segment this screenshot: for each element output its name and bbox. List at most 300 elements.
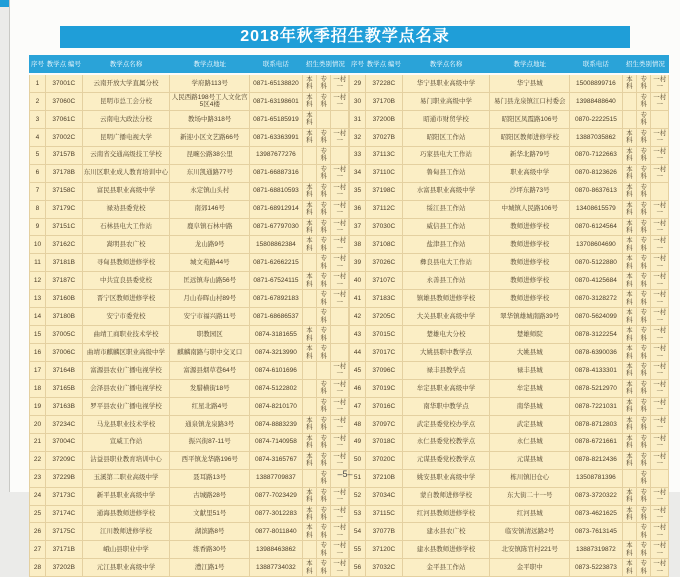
teaching-point-code: 37061C [45, 110, 82, 128]
teaching-point-name: 东川区职业成人教育培训中心 [82, 164, 170, 182]
category-zhuanke: 专科 [637, 397, 651, 415]
row-index: 51 [350, 469, 366, 487]
category-benke [622, 92, 636, 110]
teaching-point-name: 南华职中教学点 [402, 397, 490, 415]
teaching-point-code: 37097C [365, 415, 402, 433]
scan-corner-mark [0, 0, 9, 7]
row-index: 50 [350, 451, 366, 469]
teaching-point-code: 37181B [45, 254, 82, 272]
teaching-point-address: 昭阳区凤霞路106号 [490, 110, 570, 128]
teaching-point-address: 湖滨路8号 [170, 523, 250, 541]
teaching-point-name: 大姚县职中教学点 [402, 344, 490, 362]
table-row [30, 451, 349, 469]
teaching-point-code: 37001C [45, 74, 82, 92]
teaching-point-code: 37228C [365, 74, 402, 92]
category-benke: 本科 [622, 451, 636, 469]
teaching-point-name: 水富县职业高级中学 [402, 182, 490, 200]
category-yicunyi [331, 146, 349, 164]
teaching-point-code: 37174C [45, 505, 82, 523]
category-benke [302, 290, 316, 308]
teaching-point-code: 37027B [365, 128, 402, 146]
table-row [30, 397, 349, 415]
category-yicunyi [331, 110, 349, 128]
category-zhuanke: 专科 [317, 505, 331, 523]
teaching-point-name: 姚安县职业高级中学 [402, 469, 490, 487]
teaching-point-code: 37034C [365, 487, 402, 505]
category-zhuanke [317, 362, 331, 380]
category-yicunyi: 一村一 [331, 164, 349, 182]
row-index: 31 [350, 110, 366, 128]
category-yicunyi: 一村一 [651, 236, 669, 254]
page-title: 2018年秋季招生教学点名录 [60, 26, 630, 48]
header-address: 教学点地址 [170, 56, 250, 75]
category-zhuanke: 专科 [317, 92, 331, 110]
table-row [30, 415, 349, 433]
teaching-point-name: 巧家县电大工作站 [402, 146, 490, 164]
category-yicunyi: 一村一 [651, 523, 669, 541]
category-yicunyi: 一村一 [651, 415, 669, 433]
teaching-point-name: 建水县农广校 [402, 523, 490, 541]
category-benke [302, 379, 316, 397]
category-benke: 本科 [622, 164, 636, 182]
teaching-point-code: 37120C [365, 541, 402, 559]
teaching-point-address: 龙山路9号 [170, 236, 250, 254]
contact-phone: 0870-5624099 [570, 308, 623, 326]
row-index: 27 [30, 541, 46, 559]
category-zhuanke: 专科 [317, 344, 331, 362]
category-benke: 本科 [302, 218, 316, 236]
category-zhuanke: 专科 [317, 164, 331, 182]
table-row [30, 128, 349, 146]
table-row [30, 308, 349, 326]
teaching-point-name: 罗平县农业广播电视学校 [82, 397, 170, 415]
contact-phone: 0873-7613145 [570, 523, 623, 541]
teaching-point-code: 37202B [45, 559, 82, 577]
contact-phone: 0874-3213990 [250, 344, 303, 362]
teaching-point-code: 37016C [365, 397, 402, 415]
row-index: 8 [30, 200, 46, 218]
teaching-point-address: 古城路28号 [170, 487, 250, 505]
category-benke: 本科 [302, 451, 316, 469]
category-yicunyi: 一村一 [331, 236, 349, 254]
category-yicunyi: 一村一 [651, 326, 669, 344]
table-row [350, 469, 669, 487]
teaching-point-code: 37077B [365, 523, 402, 541]
document-page [9, 0, 680, 575]
contact-phone: 0878-8712803 [570, 415, 623, 433]
table-row [30, 236, 349, 254]
category-benke: 本科 [622, 290, 636, 308]
teaching-point-name: 禄劝县委党校 [82, 200, 170, 218]
category-yicunyi: 一村一 [651, 344, 669, 362]
row-index: 23 [30, 469, 46, 487]
contact-phone: 13887319872 [570, 541, 623, 559]
category-yicunyi [651, 182, 669, 200]
row-index: 53 [350, 505, 366, 523]
contact-phone: 13988488640 [570, 92, 623, 110]
table-row [350, 74, 669, 92]
category-benke: 本科 [302, 92, 316, 110]
category-benke: 本科 [622, 505, 636, 523]
contact-phone: 0870-3128272 [570, 290, 623, 308]
table-row [350, 218, 669, 236]
table-row [30, 272, 349, 290]
teaching-point-address: 城文苑路44号 [170, 254, 250, 272]
table-row [350, 254, 669, 272]
category-yicunyi: 一村一 [651, 487, 669, 505]
teaching-point-address: 中城镇人民路106号 [490, 200, 570, 218]
table-row [350, 164, 669, 182]
category-zhuanke: 专科 [317, 469, 331, 487]
teaching-point-name: 江川教师进修学校 [82, 523, 170, 541]
teaching-point-name: 中共宜良县委党校 [82, 272, 170, 290]
teaching-point-name: 通海县教师进修学校 [82, 505, 170, 523]
row-index: 14 [30, 308, 46, 326]
table-row [350, 182, 669, 200]
teaching-point-name: 昆明市总工会分校 [82, 92, 170, 110]
row-index: 38 [350, 236, 366, 254]
table-row [350, 128, 669, 146]
table-row [30, 505, 349, 523]
category-yicunyi: 一村一 [331, 74, 349, 92]
header-code: 教学点 编号 [45, 56, 82, 75]
teaching-point-address: 禄丰县城 [490, 362, 570, 380]
teaching-point-name: 富源县农业广播电视学校 [82, 362, 170, 380]
teaching-point-address: 教场中路318号 [170, 110, 250, 128]
teaching-point-code: 37171B [45, 541, 82, 559]
category-yicunyi: 一村一 [651, 451, 669, 469]
contact-phone: 0870-6124564 [570, 218, 623, 236]
category-yicunyi: 一村一 [331, 451, 349, 469]
table-row [30, 182, 349, 200]
contact-phone: 0871-65138820 [250, 74, 303, 92]
teaching-point-name: 宣威工作站 [82, 433, 170, 451]
table-row [30, 290, 349, 308]
row-index: 34 [350, 164, 366, 182]
row-index: 55 [350, 541, 366, 559]
row-index: 40 [350, 272, 366, 290]
category-benke [302, 146, 316, 164]
category-benke [302, 164, 316, 182]
table-row [30, 379, 349, 397]
teaching-point-address: 昆畹公路38公里 [170, 146, 250, 164]
teaching-point-address: 临安镇清远路2号 [490, 523, 570, 541]
row-index: 32 [350, 128, 366, 146]
teaching-point-address: 振兴街87-11号 [170, 433, 250, 451]
teaching-point-code: 37004C [45, 433, 82, 451]
category-zhuanke: 专科 [317, 218, 331, 236]
contact-phone: 0871-62662215 [250, 254, 303, 272]
category-yicunyi: 一村一 [331, 128, 349, 146]
contact-phone: 0870-8123626 [570, 164, 623, 182]
category-zhuanke: 专科 [317, 433, 331, 451]
teaching-point-code: 37005C [45, 326, 82, 344]
teaching-point-address: 职业高级中学 [490, 164, 570, 182]
row-index: 54 [350, 523, 366, 541]
teaching-point-code: 37205C [365, 308, 402, 326]
row-index: 37 [350, 218, 366, 236]
teaching-point-code: 37200B [365, 110, 402, 128]
contact-phone: 0878-6390036 [570, 344, 623, 362]
teaching-point-name: 新平县职业高级中学 [82, 487, 170, 505]
category-yicunyi: 一村一 [331, 559, 349, 577]
row-index: 43 [350, 326, 366, 344]
teaching-point-code: 37030C [365, 218, 402, 236]
category-benke [302, 308, 316, 326]
teaching-point-address: 武定县城 [490, 415, 570, 433]
teaching-point-name: 红河县教师进修学校 [402, 505, 490, 523]
category-zhuanke: 专科 [317, 487, 331, 505]
teaching-point-address: 职教园区 [170, 326, 250, 344]
row-index: 35 [350, 182, 366, 200]
category-benke: 本科 [302, 559, 316, 577]
category-zhuanke: 专科 [637, 344, 651, 362]
table-row [30, 110, 349, 128]
teaching-point-address: 华宁县城 [490, 74, 570, 92]
category-benke: 本科 [302, 74, 316, 92]
category-zhuanke: 专科 [637, 236, 651, 254]
teaching-point-address: 富源县烟草巷64号 [170, 362, 250, 380]
contact-phone: 13708604690 [570, 236, 623, 254]
table-row [30, 326, 349, 344]
category-yicunyi: 一村一 [651, 200, 669, 218]
category-zhuanke: 专科 [637, 415, 651, 433]
teaching-point-code: 37108C [365, 236, 402, 254]
teaching-point-name: 威信县工作站 [402, 218, 490, 236]
row-index: 44 [350, 344, 366, 362]
category-benke: 本科 [302, 415, 316, 433]
teaching-point-address: 东大街二十一号 [490, 487, 570, 505]
contact-phone: 0871-65185919 [250, 110, 303, 128]
table-row [30, 362, 349, 380]
header-name: 教学点名称 [402, 56, 490, 75]
contact-phone: 0874-6101696 [250, 362, 303, 380]
category-benke: 本科 [622, 344, 636, 362]
category-benke: 本科 [622, 272, 636, 290]
category-benke [622, 110, 636, 128]
category-yicunyi: 一村一 [651, 92, 669, 110]
teaching-point-code: 37026C [365, 254, 402, 272]
row-index: 22 [30, 451, 46, 469]
category-zhuanke: 专科 [637, 308, 651, 326]
category-benke: 本科 [302, 272, 316, 290]
category-benke: 本科 [622, 308, 636, 326]
teaching-point-code: 37210B [365, 469, 402, 487]
row-index: 49 [350, 433, 366, 451]
row-index: 3 [30, 110, 46, 128]
category-yicunyi: 一村一 [651, 379, 669, 397]
teaching-point-code: 37158C [45, 182, 82, 200]
teaching-point-name: 云南省交通高级技工学校 [82, 146, 170, 164]
table-row [30, 344, 349, 362]
teaching-point-name: 昭阳区工作站 [402, 128, 490, 146]
table-row [350, 92, 669, 110]
teaching-point-code: 37175C [45, 523, 82, 541]
category-yicunyi: 一村一 [651, 74, 669, 92]
teaching-point-code: 37015C [365, 326, 402, 344]
table-row [30, 218, 349, 236]
teaching-point-name: 元江县职业高级中学 [82, 559, 170, 577]
category-zhuanke: 专科 [637, 487, 651, 505]
category-yicunyi: 一村一 [651, 290, 669, 308]
teaching-point-code: 37002C [45, 128, 82, 146]
teaching-point-address: 麒麟南路与职中交叉口 [170, 344, 250, 362]
teaching-point-name: 马龙县职业技术学校 [82, 415, 170, 433]
contact-phone: 0877-3012283 [250, 505, 303, 523]
table-header [350, 56, 669, 75]
category-benke: 本科 [302, 236, 316, 254]
teaching-point-code: 37229B [45, 469, 82, 487]
table-row [350, 415, 669, 433]
table-left-half [29, 55, 349, 577]
row-index: 4 [30, 128, 46, 146]
category-zhuanke: 专科 [637, 128, 651, 146]
category-zhuanke: 专科 [637, 146, 651, 164]
teaching-point-address: 南郊146号 [170, 200, 250, 218]
teaching-point-address: 月山春晖山村89号 [170, 290, 250, 308]
table-row [30, 92, 349, 110]
table-body-right [350, 74, 669, 577]
contact-phone: 0878-7221031 [570, 397, 623, 415]
category-zhuanke: 专科 [637, 433, 651, 451]
table-right-half [349, 55, 669, 577]
table-row [30, 146, 349, 164]
teaching-point-address: 东川凯通路77号 [170, 164, 250, 182]
category-benke: 本科 [622, 128, 636, 146]
teaching-point-address: 教师进修学校 [490, 236, 570, 254]
row-index: 29 [350, 74, 366, 92]
teaching-point-address: 红星北路4号 [170, 397, 250, 415]
teaching-point-address: 翠华镇雄城南路39号 [490, 308, 570, 326]
contact-phone: 0870-8637613 [570, 182, 623, 200]
contact-phone: 0874-3165767 [250, 451, 303, 469]
row-index: 36 [350, 200, 366, 218]
contact-phone: 0878-3122254 [570, 326, 623, 344]
row-index: 17 [30, 362, 46, 380]
table-row [350, 308, 669, 326]
category-yicunyi: 一村一 [651, 146, 669, 164]
contact-phone: 0874-8210170 [250, 397, 303, 415]
row-index: 9 [30, 218, 46, 236]
table-row [350, 344, 669, 362]
category-zhuanke: 专科 [637, 182, 651, 200]
category-zhuanke: 专科 [317, 541, 331, 559]
row-index: 16 [30, 344, 46, 362]
contact-phone: 15808862384 [250, 236, 303, 254]
category-yicunyi: 一村一 [651, 397, 669, 415]
teaching-point-name: 禄丰县教学点 [402, 362, 490, 380]
header-category: 招生类别情况 [622, 56, 668, 75]
contact-phone: 0877-8011840 [250, 523, 303, 541]
contact-phone: 15008899716 [570, 74, 623, 92]
category-benke: 本科 [302, 433, 316, 451]
teaching-point-code: 37096C [365, 362, 402, 380]
row-index: 18 [30, 379, 46, 397]
teaching-point-address: 易门县龙泉镇江口村委会 [490, 92, 570, 110]
row-index: 56 [350, 559, 366, 577]
header-address: 教学点地址 [490, 56, 570, 75]
category-zhuanke: 专科 [637, 92, 651, 110]
teaching-point-name: 绥江县工作站 [402, 200, 490, 218]
category-zhuanke: 专科 [637, 110, 651, 128]
teaching-point-name: 玉溪第二职业高级中学 [82, 469, 170, 487]
category-yicunyi: 一村一 [331, 379, 349, 397]
category-zhuanke: 专科 [637, 362, 651, 380]
table-row [350, 559, 669, 577]
category-zhuanke: 专科 [317, 397, 331, 415]
category-benke: 本科 [622, 254, 636, 272]
category-zhuanke: 专科 [637, 290, 651, 308]
row-index: 11 [30, 254, 46, 272]
header-code: 教学点 编号 [365, 56, 402, 75]
category-benke [302, 397, 316, 415]
teaching-point-name: 富民县职业高级中学 [82, 182, 170, 200]
teaching-point-name: 建水县教师进修学校 [402, 541, 490, 559]
category-zhuanke: 专科 [637, 272, 651, 290]
category-zhuanke: 专科 [637, 523, 651, 541]
category-zhuanke: 专科 [317, 415, 331, 433]
category-zhuanke: 专科 [317, 451, 331, 469]
teaching-point-address: 聂耳路13号 [170, 469, 250, 487]
category-yicunyi: 一村一 [651, 308, 669, 326]
category-yicunyi: 一村一 [331, 218, 349, 236]
category-yicunyi: 一村一 [651, 559, 669, 577]
category-yicunyi: 一村一 [651, 362, 669, 380]
category-zhuanke: 专科 [317, 236, 331, 254]
teaching-point-name: 安宁市委党校 [82, 308, 170, 326]
table-header [30, 56, 349, 75]
table-row [30, 487, 349, 505]
table-row [350, 326, 669, 344]
category-zhuanke [317, 110, 331, 128]
category-benke: 本科 [622, 433, 636, 451]
teaching-point-name: 曲靖工商职业技术学校 [82, 326, 170, 344]
category-benke [302, 362, 316, 380]
category-zhuanke: 专科 [637, 469, 651, 487]
category-yicunyi: 一村一 [651, 254, 669, 272]
row-index: 33 [350, 146, 366, 164]
category-benke: 本科 [302, 326, 316, 344]
teaching-point-code: 37017C [365, 344, 402, 362]
row-index: 21 [30, 433, 46, 451]
contact-phone: 0870-2222515 [570, 110, 623, 128]
row-index: 15 [30, 326, 46, 344]
category-yicunyi: 一村一 [331, 254, 349, 272]
category-zhuanke: 专科 [637, 559, 651, 577]
teaching-point-address: 学府路113号 [170, 74, 250, 92]
row-index: 48 [350, 415, 366, 433]
teaching-point-address: 发腊横街18号 [170, 379, 250, 397]
table-row [30, 541, 349, 559]
teaching-point-address: 南华县城 [490, 397, 570, 415]
teaching-point-address: 昭阳区教师进修学校 [490, 128, 570, 146]
teaching-point-code: 37019C [365, 379, 402, 397]
table-row [350, 272, 669, 290]
category-zhuanke: 专科 [317, 272, 331, 290]
teaching-point-address: 教师进修学校 [490, 254, 570, 272]
contact-phone: 0874-5122802 [250, 379, 303, 397]
contact-phone: 0871-63363991 [250, 128, 303, 146]
teaching-point-address: 牟定县城 [490, 379, 570, 397]
teaching-point-address: 匡远镇寿山路56号 [170, 272, 250, 290]
category-benke [622, 523, 636, 541]
row-index: 42 [350, 308, 366, 326]
teaching-point-code: 37165B [45, 379, 82, 397]
category-zhuanke: 专科 [637, 200, 651, 218]
category-benke: 本科 [622, 379, 636, 397]
category-benke: 本科 [622, 559, 636, 577]
contact-phone: 0873-4621625 [570, 505, 623, 523]
